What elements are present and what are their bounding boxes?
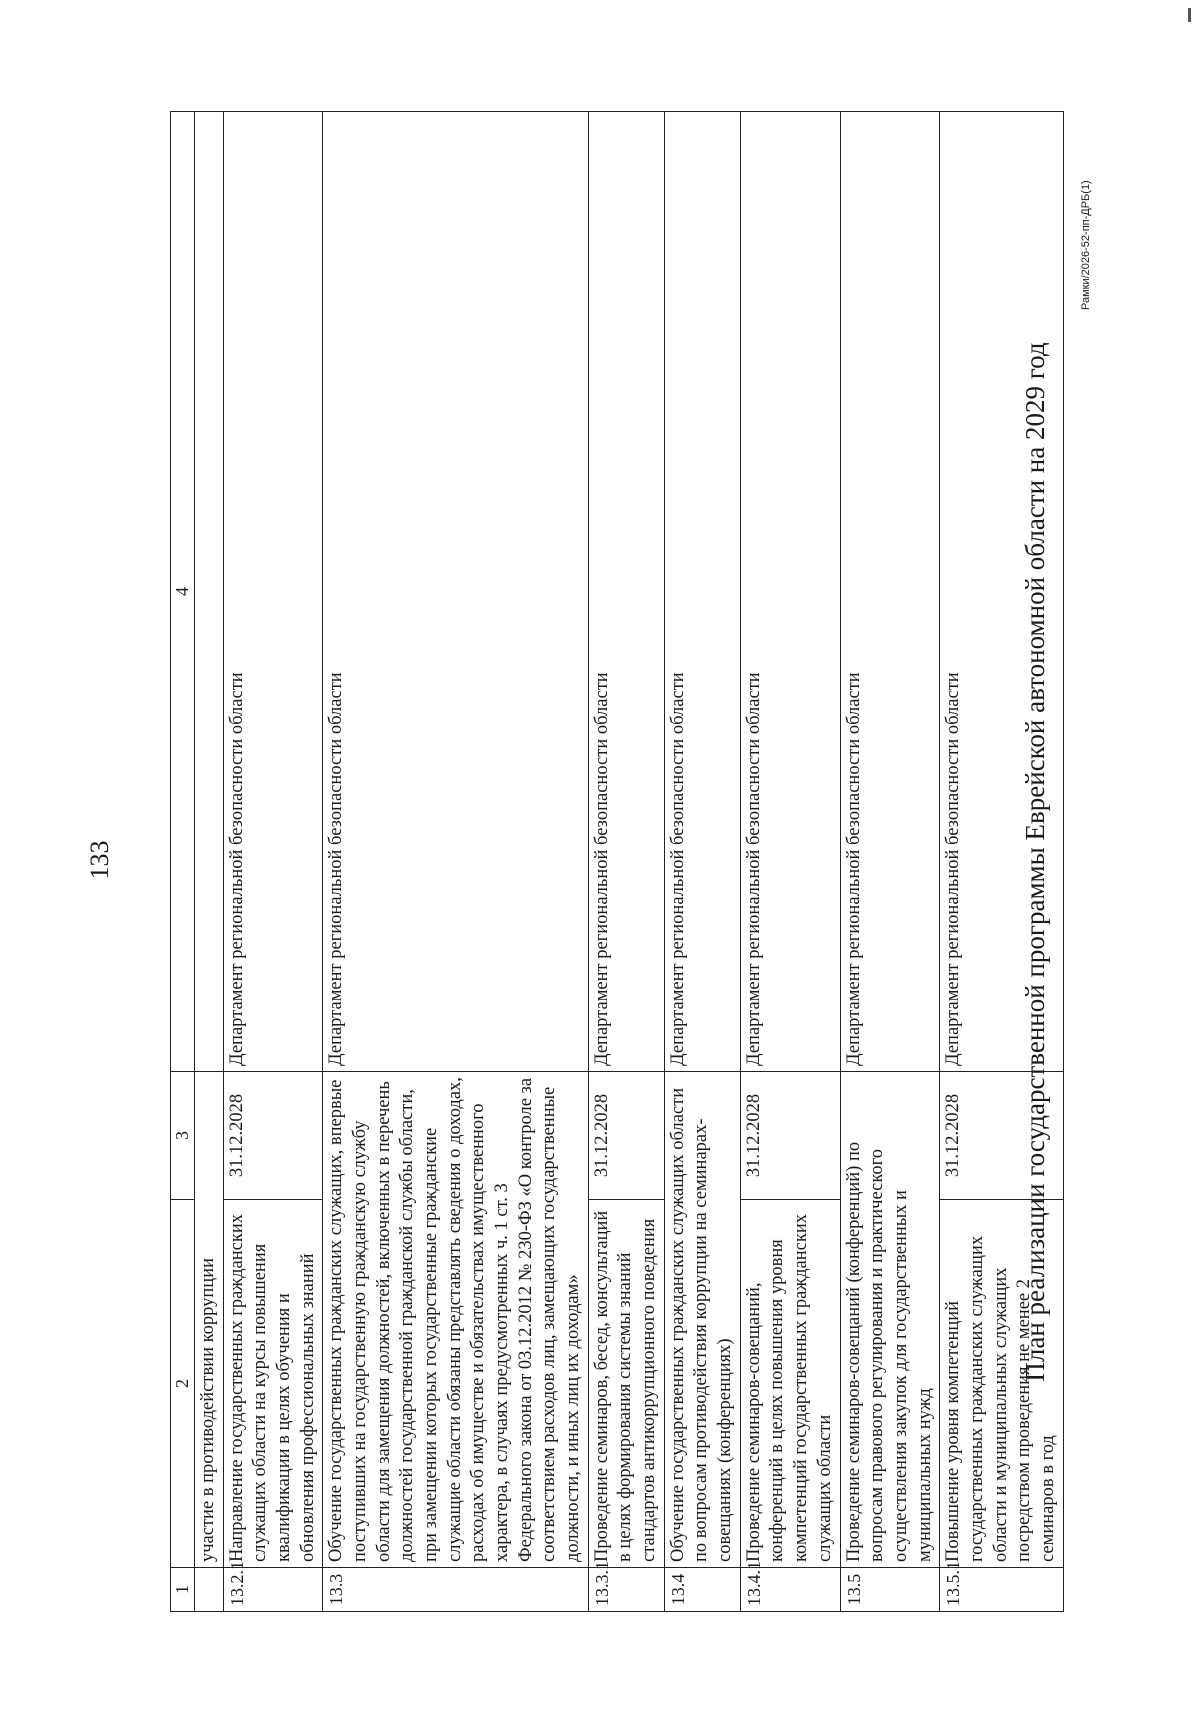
table-row bbox=[588, 112, 664, 1612]
row-number: 13.4 bbox=[664, 1568, 740, 1612]
row-responsible: Департамент региональной безопасности области bbox=[840, 112, 940, 1072]
page-title: План реализации государственной программы Еврейской автономной области на 2029 год bbox=[1020, 342, 1050, 1382]
header-col-2: 2 bbox=[171, 1200, 195, 1568]
header-row bbox=[171, 112, 195, 1612]
row-measure: Проведение семинаров, бесед, консультаций в целях формирования системы знаний стандартов антикоррупционного поведения bbox=[588, 1200, 664, 1568]
section-row bbox=[195, 112, 224, 1612]
table-row bbox=[664, 112, 740, 1612]
row-measure: Обучение государственных гражданских служащих, впервые поступивших на государственную гражданскую службу области для замещения должностей, включенных в перечень должностей государственной гражданской службы области, при замещении которых государственные гражданские служащие области обязаны представлять сведения о доходах, расходах об имуществе и обязательствах имущественного характера, в случаях предусмотренных ч. 1 ст. 3 Федерального закона от 03.12.2012 № 230-ФЗ «О контроле за соответствием расходов лиц, замещающих государственные должности, и иных лиц их доходам» bbox=[323, 1072, 588, 1568]
page-number: 133 bbox=[85, 840, 114, 880]
row-number: 13.2.1 bbox=[223, 1568, 323, 1612]
row-number: 13.4.1 bbox=[740, 1568, 840, 1612]
row-responsible: Департамент региональной безопасности области bbox=[223, 112, 323, 1072]
row-responsible: Департамент региональной безопасности области bbox=[940, 112, 1063, 1072]
document-code: Рамки/2026-52-пп-ДРБ(1) bbox=[1080, 180, 1092, 310]
section-row-text: участие в противодействии коррупции bbox=[195, 1072, 224, 1568]
row-date: 31.12.2028 bbox=[588, 1072, 664, 1200]
row-measure: Проведение семинаров-совещаний (конференций) по вопросам правового регулирования и практического осуществления закупок для государственных и муниципальных нужд bbox=[840, 1072, 940, 1568]
header-col-1: 1 bbox=[171, 1568, 195, 1612]
row-measure: Проведение семинаров-совещаний, конференций в целях повышения уровня компетенций государственных гражданских служащих области bbox=[740, 1200, 840, 1568]
scan-mark bbox=[1188, 8, 1191, 22]
table-row bbox=[840, 112, 940, 1612]
row-date: 31.12.2028 bbox=[940, 1072, 1063, 1200]
header-col-3: 3 bbox=[171, 1072, 195, 1200]
row-responsible: Департамент региональной безопасности области bbox=[740, 112, 840, 1072]
row-date: 31.12.2028 bbox=[740, 1072, 840, 1200]
row-number: 13.5 bbox=[840, 1568, 940, 1612]
row-responsible: Департамент региональной безопасности области bbox=[664, 112, 740, 1072]
plan-table bbox=[170, 111, 1064, 1612]
row-number: 13.5.1 bbox=[940, 1568, 1063, 1612]
table-row bbox=[323, 112, 588, 1612]
row-measure: Направление государственных гражданских служащих области на курсы повышения квалификации в целях обучения и обновления профессиональных знаний bbox=[223, 1200, 323, 1568]
table-row bbox=[223, 112, 323, 1612]
header-col-4: 4 bbox=[171, 112, 195, 1072]
row-responsible: Департамент региональной безопасности области bbox=[588, 112, 664, 1072]
row-date: 31.12.2028 bbox=[223, 1072, 323, 1200]
row-measure: Повышение уровня компетенций государственных гражданских служащих области и муниципальных служащих посредством проведения не менее 2 семинаров в год bbox=[940, 1200, 1063, 1568]
row-number: 13.3.1 bbox=[588, 1568, 664, 1612]
table-row bbox=[740, 112, 840, 1612]
row-responsible: Департамент региональной безопасности области bbox=[323, 112, 588, 1072]
row-measure: Обучение государственных гражданских служащих области по вопросам противодействия коррупции на семинарах-совещаниях (конференциях) bbox=[664, 1072, 740, 1568]
row-number: 13.3 bbox=[323, 1568, 588, 1612]
plan-table-container bbox=[170, 112, 1078, 1612]
